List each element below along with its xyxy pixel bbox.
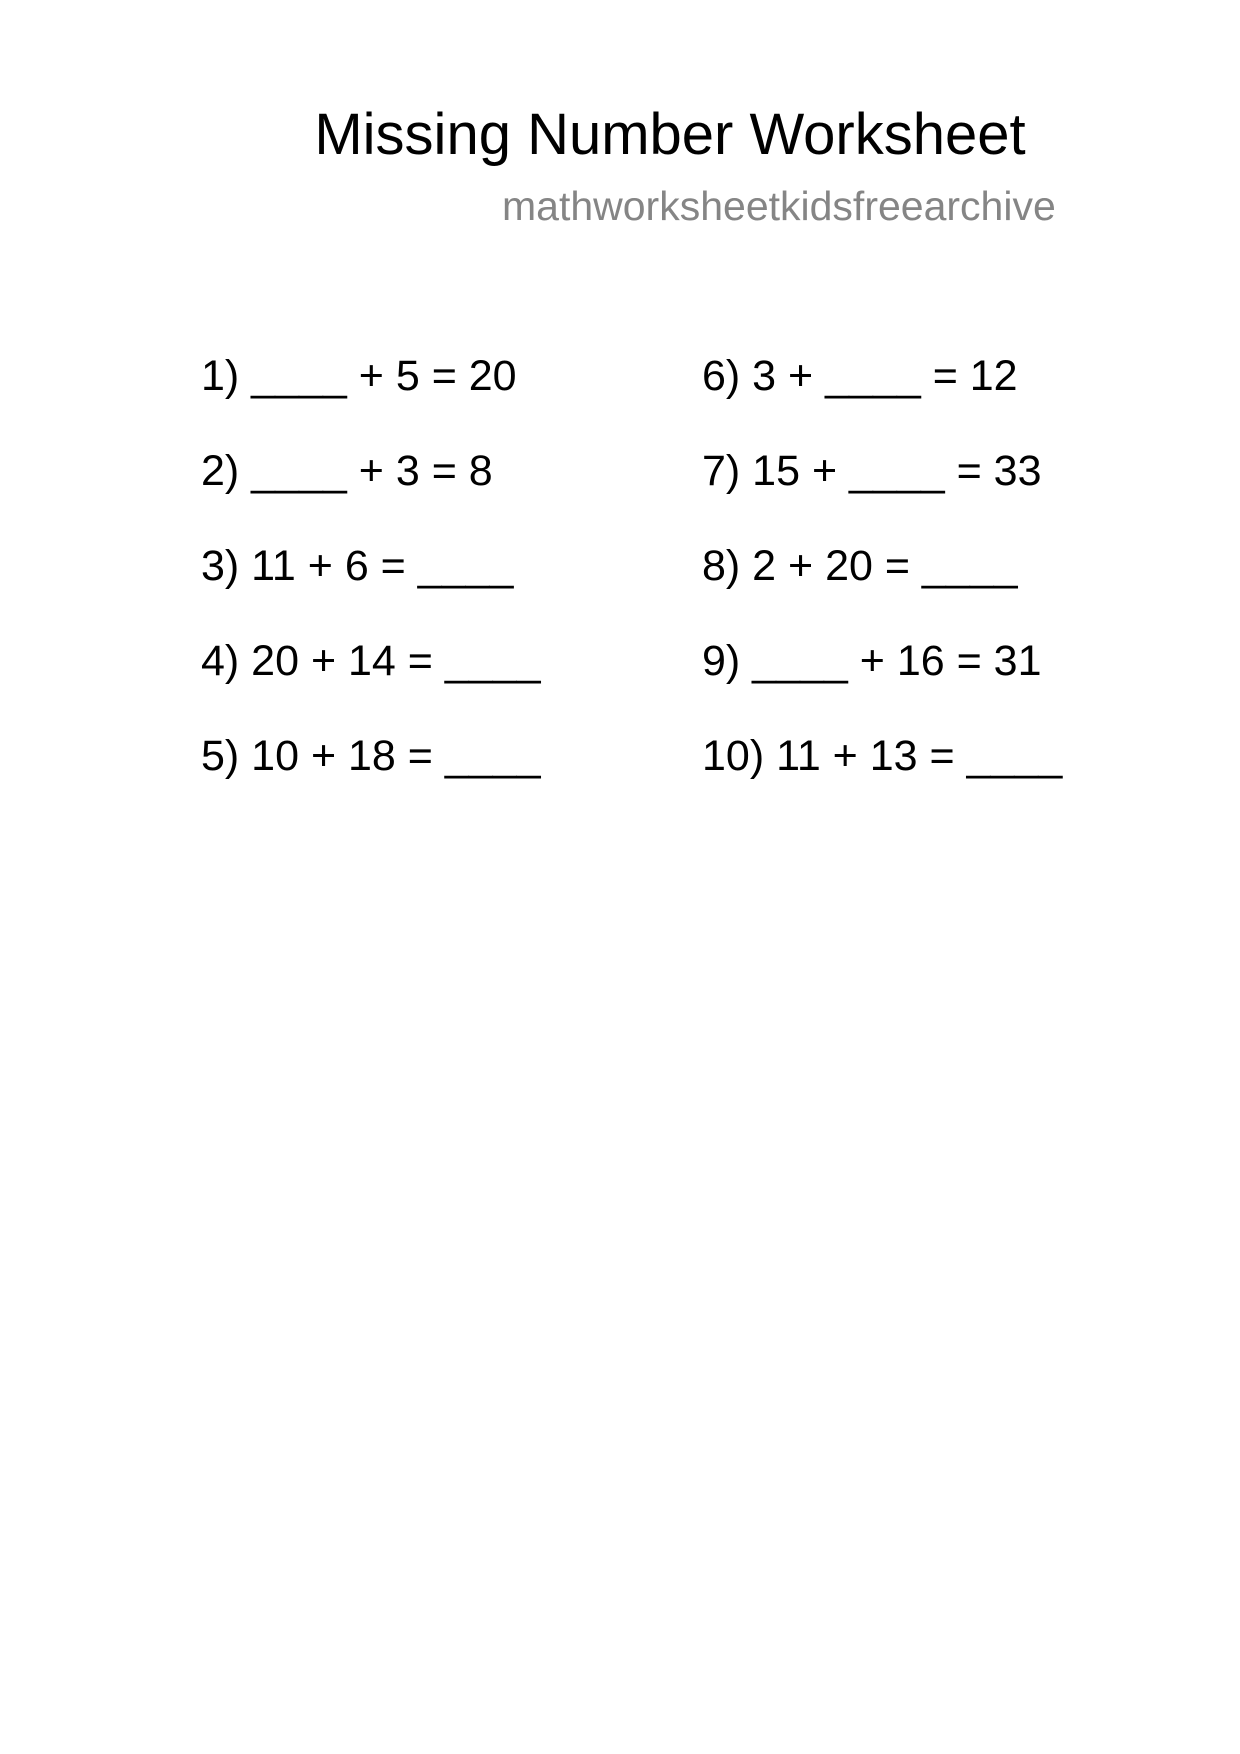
problem-1: 1) ____ + 5 = 20 bbox=[201, 352, 517, 400]
problem-6: 6) 3 + ____ = 12 bbox=[702, 352, 1018, 400]
problems-right-column bbox=[702, 350, 1062, 825]
problem-9: 9) ____ + 16 = 31 bbox=[702, 637, 1042, 685]
problem-7: 7) 15 + ____ = 33 bbox=[702, 447, 1042, 495]
problem-10: 10) 11 + 13 = ____ bbox=[702, 732, 1063, 780]
problems-left-column bbox=[201, 350, 541, 825]
problem-5: 5) 10 + 18 = ____ bbox=[201, 732, 541, 780]
problem-2: 2) ____ + 3 = 8 bbox=[201, 447, 493, 495]
worksheet-source: mathworksheetkidsfreearchive bbox=[502, 183, 1056, 229]
problem-4: 4) 20 + 14 = ____ bbox=[201, 637, 541, 685]
problem-3: 3) 11 + 6 = ____ bbox=[201, 542, 514, 590]
problem-8: 8) 2 + 20 = ____ bbox=[702, 542, 1018, 590]
worksheet-title: Missing Number Worksheet bbox=[314, 102, 1026, 167]
